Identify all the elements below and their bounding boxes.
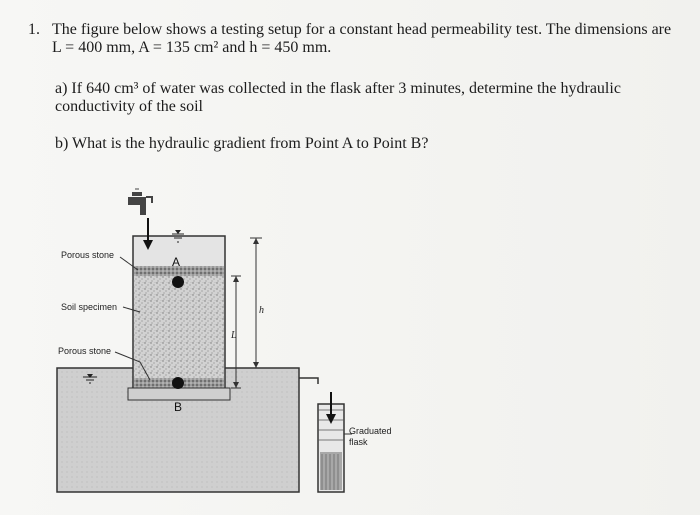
faucet-icon <box>128 189 152 215</box>
cylinder-base <box>128 388 230 400</box>
part-a-line2: conductivity of the soil <box>55 98 203 115</box>
label-soil-specimen: Soil specimen <box>61 302 118 312</box>
overflow-spout <box>299 378 318 384</box>
label-point-b: B <box>174 400 183 414</box>
label-porous-stone-bottom: Porous stone <box>58 346 112 356</box>
label-porous-stone-top: Porous stone <box>61 250 115 260</box>
point-a-marker <box>172 276 184 288</box>
question-number: 1. <box>28 21 40 38</box>
part-a-line1: a) If 640 cm³ of water was collected in the flask after 3 minutes, determine the hydraulic <box>55 80 621 97</box>
label-dim-l: L <box>231 330 237 341</box>
soil-specimen <box>134 276 224 378</box>
problem-statement-line2: L = 400 mm, A = 135 cm² and h = 450 mm. <box>52 39 332 56</box>
problem-statement-line1: The figure below shows a testing setup for a constant head permeability test. The dimensions are <box>52 21 672 38</box>
label-graduated-flask-line2: flask <box>349 437 368 447</box>
h-dimension-line <box>250 238 262 368</box>
label-dim-h: h <box>259 305 264 316</box>
point-b-marker <box>172 377 184 389</box>
label-graduated-flask-line1: Graduated <box>349 426 392 436</box>
part-b-question: b) What is the hydraulic gradient from Point A to Point B? <box>55 135 429 152</box>
label-point-a: A <box>172 255 181 269</box>
